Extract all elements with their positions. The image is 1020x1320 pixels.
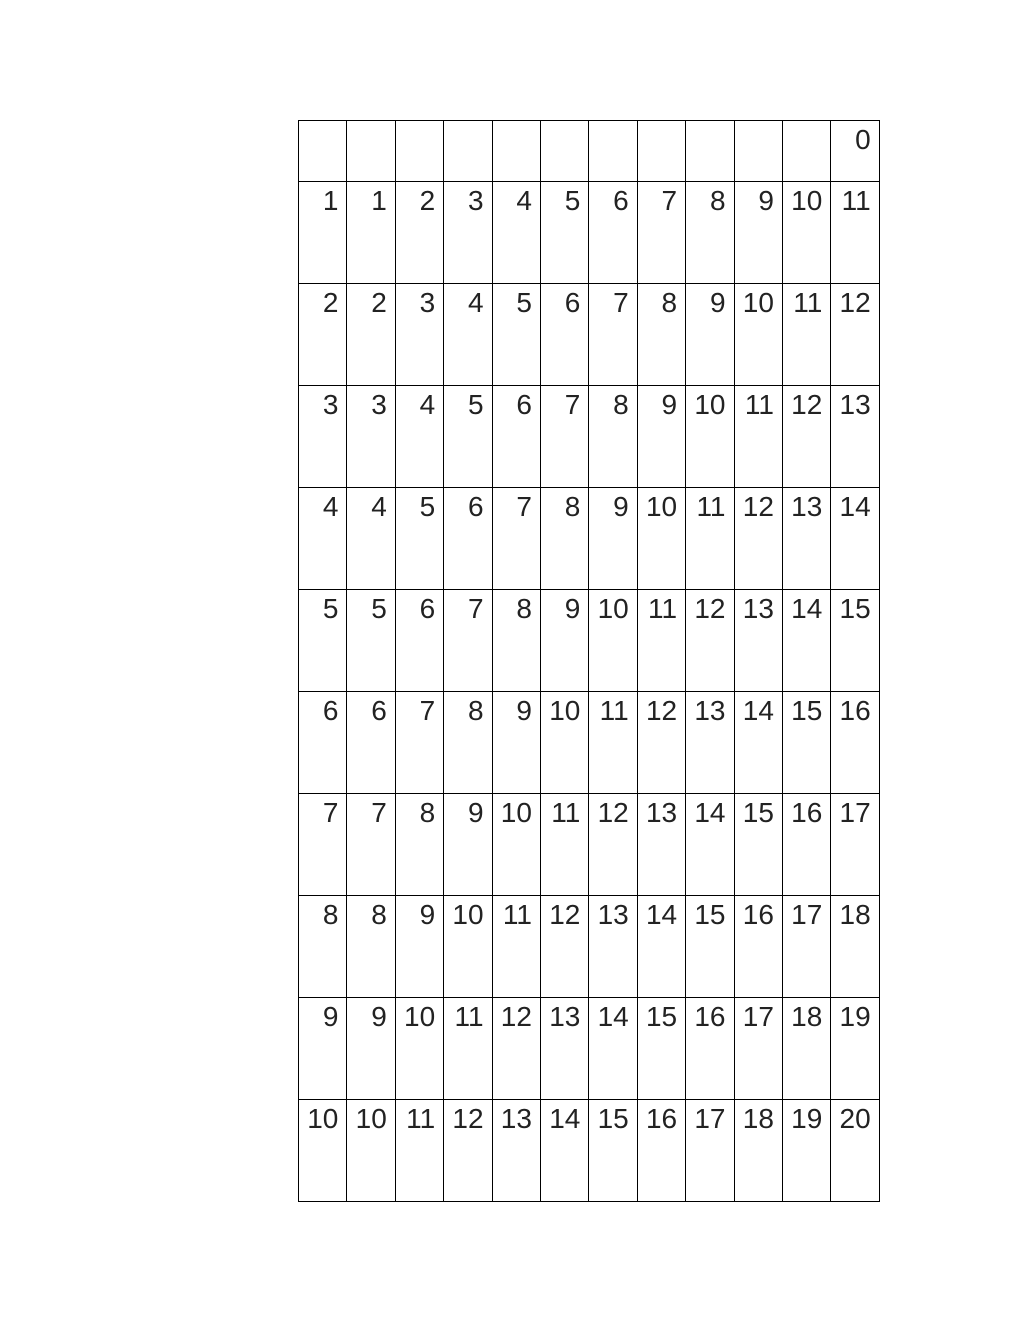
table-cell: [299, 998, 347, 1100]
table-cell-text: 13: [645, 797, 678, 828]
table-row: [299, 590, 880, 692]
table-cell: [444, 284, 492, 386]
table-cell: [734, 590, 782, 692]
table-cell-text: 7: [322, 797, 339, 828]
table-cell-text: 8: [322, 899, 339, 930]
table-cell: [686, 284, 734, 386]
table-cell: [395, 896, 443, 998]
table-cell-text: 6: [467, 491, 484, 522]
table-cell-text: 9: [516, 695, 532, 726]
table-cell-text: 12: [791, 389, 823, 420]
table-cell-text: 10: [355, 1103, 387, 1134]
header-cell: [782, 121, 830, 182]
table-cell-text: 11: [793, 287, 823, 318]
table-cell-text: 3: [322, 389, 339, 420]
table-cell: [347, 998, 395, 1100]
table-cell-text: 5: [322, 593, 339, 624]
table-cell: [734, 998, 782, 1100]
header-cell: [686, 121, 734, 182]
table-cell: [492, 386, 540, 488]
table-cell-text: 2: [419, 185, 436, 216]
table-cell-text: 3: [467, 185, 484, 216]
table-cell-text: 6: [564, 287, 581, 318]
table-cell: [589, 284, 637, 386]
table-cell: [734, 488, 782, 590]
table-cell-text: 11: [551, 797, 581, 828]
table-cell: [395, 488, 443, 590]
table-cell: [589, 794, 637, 896]
table-cell: [686, 794, 734, 896]
table-cell: [734, 386, 782, 488]
table-cell-text: 18: [791, 1001, 823, 1032]
table-cell-text: 10: [694, 389, 726, 420]
table-cell-text: 11: [744, 389, 774, 420]
table-cell-text: 8: [371, 899, 387, 930]
table-cell: [589, 896, 637, 998]
table-cell-text: 17: [839, 797, 871, 828]
table-cell: [637, 386, 685, 488]
table-cell-text: 12: [694, 593, 726, 624]
table-cell-text: 6: [371, 695, 387, 726]
table-cell: [686, 1100, 734, 1202]
table-cell: [395, 794, 443, 896]
table-cell-text: 6: [516, 389, 532, 420]
table-cell-text: 4: [419, 389, 436, 420]
table-cell-text: 13: [549, 1001, 581, 1032]
table-cell: [831, 488, 879, 590]
table-cell: [444, 590, 492, 692]
table-cell: [347, 488, 395, 590]
table-cell-text: 10: [404, 1001, 436, 1032]
table-cell: [734, 692, 782, 794]
table-cell: [347, 896, 395, 998]
table-cell: [492, 896, 540, 998]
table-cell-text: 10: [452, 899, 484, 930]
table-cell-text: 13: [500, 1103, 532, 1134]
table-cell: [831, 896, 879, 998]
table-cell-text: 5: [564, 185, 581, 216]
table-cell-text: 13: [791, 491, 823, 522]
table-cell: [782, 386, 830, 488]
table-cell-text: 9: [564, 593, 581, 624]
table-cell: [444, 998, 492, 1100]
header-cell: [347, 121, 395, 182]
table-cell: [782, 488, 830, 590]
table-row: [299, 692, 880, 794]
table-cell-text: 4: [516, 185, 532, 216]
table-cell-text: 11: [599, 695, 629, 726]
table-cell: [299, 284, 347, 386]
table-cell: [540, 386, 588, 488]
table-cell: [686, 590, 734, 692]
table-cell: [540, 794, 588, 896]
table-cell-text: 14: [694, 797, 726, 828]
table-cell-text: 7: [613, 287, 629, 318]
table-cell: [782, 896, 830, 998]
table-cell-text: 12: [645, 695, 678, 726]
table-cell: [395, 1100, 443, 1202]
table-cell: [637, 998, 685, 1100]
table-cell: [299, 692, 347, 794]
table-cell-text: 13: [597, 899, 629, 930]
table-cell-text: 12: [742, 491, 774, 522]
table-cell-text: 10: [549, 695, 581, 726]
table-cell: [540, 182, 588, 284]
table-cell: [492, 998, 540, 1100]
table-cell-text: 5: [419, 491, 436, 522]
table-cell-text: 18: [742, 1103, 774, 1134]
table-cell: [734, 182, 782, 284]
table-cell: [782, 182, 830, 284]
table-cell: [734, 1100, 782, 1202]
table-cell-text: 14: [839, 491, 871, 522]
table-cell-text: 11: [454, 1001, 484, 1032]
table-cell: [589, 692, 637, 794]
table-cell: [299, 896, 347, 998]
table-cell-text: 10: [307, 1103, 339, 1134]
table-cell-text: 14: [791, 593, 823, 624]
table-cell-text: 7: [564, 389, 581, 420]
table-cell: [395, 284, 443, 386]
table-cell: [395, 386, 443, 488]
table-cell: [492, 182, 540, 284]
table-cell: [637, 488, 685, 590]
table-cell: [734, 896, 782, 998]
table-cell: [637, 692, 685, 794]
table-cell: [492, 284, 540, 386]
table-cell: [492, 794, 540, 896]
table-cell: [299, 590, 347, 692]
table-cell: [492, 1100, 540, 1202]
table-cell-text: 13: [694, 695, 726, 726]
header-cell-text: 0: [855, 124, 871, 155]
table-row: [299, 794, 880, 896]
table-cell-text: 5: [371, 593, 387, 624]
table-cell-text: 17: [742, 1001, 774, 1032]
table-cell-text: 8: [467, 695, 484, 726]
table-cell: [540, 896, 588, 998]
table-cell-text: 16: [742, 899, 774, 930]
table-cell-text: 17: [694, 1103, 726, 1134]
table-cell-text: 9: [758, 185, 774, 216]
table-cell-text: 7: [467, 593, 484, 624]
table-cell: [395, 998, 443, 1100]
header-cell: [637, 121, 685, 182]
table-cell: [492, 590, 540, 692]
table-cell-text: 15: [694, 899, 726, 930]
table-cell: [347, 386, 395, 488]
table-cell-text: 7: [516, 491, 532, 522]
table-cell-text: 15: [839, 593, 871, 624]
table-header-row: [299, 121, 880, 182]
table-cell-text: 9: [661, 389, 678, 420]
table-cell-text: 10: [645, 491, 678, 522]
table-cell: [540, 590, 588, 692]
table-cell-text: 16: [694, 1001, 726, 1032]
table-cell: [734, 284, 782, 386]
table-cell: [831, 998, 879, 1100]
table-cell-text: 3: [371, 389, 387, 420]
table-cell-text: 11: [841, 185, 871, 216]
table-cell-text: 11: [696, 491, 726, 522]
table-cell-text: 14: [597, 1001, 629, 1032]
table-cell: [492, 488, 540, 590]
table-cell: [540, 488, 588, 590]
table-cell: [347, 794, 395, 896]
table-cell: [782, 1100, 830, 1202]
table-cell: [637, 896, 685, 998]
table-cell-text: 6: [613, 185, 629, 216]
table-cell: [347, 590, 395, 692]
table-cell-text: 15: [645, 1001, 678, 1032]
table-cell-text: 14: [549, 1103, 581, 1134]
table-cell-text: 19: [839, 1001, 871, 1032]
table-cell-text: 12: [452, 1103, 484, 1134]
table-cell-text: 5: [467, 389, 484, 420]
table-cell-text: 8: [613, 389, 629, 420]
table-row: [299, 284, 880, 386]
table-cell-text: 9: [613, 491, 629, 522]
table-cell: [395, 182, 443, 284]
table-cell-text: 4: [371, 491, 387, 522]
table-cell-text: 10: [742, 287, 774, 318]
table-cell-text: 9: [371, 1001, 387, 1032]
table-cell-text: 6: [322, 695, 339, 726]
header-cell: [540, 121, 588, 182]
table-cell: [444, 896, 492, 998]
table-cell: [686, 896, 734, 998]
table-cell: [637, 590, 685, 692]
table-cell: [347, 692, 395, 794]
table-cell-text: 3: [419, 287, 436, 318]
table-cell-text: 14: [742, 695, 774, 726]
table-cell: [395, 590, 443, 692]
header-cell: [589, 121, 637, 182]
table-cell: [347, 1100, 395, 1202]
table-row: [299, 386, 880, 488]
table-cell: [347, 182, 395, 284]
table-cell-text: 13: [839, 389, 871, 420]
table-cell: [444, 488, 492, 590]
table-cell: [782, 284, 830, 386]
table-cell-text: 12: [549, 899, 581, 930]
table-cell: [444, 794, 492, 896]
table-cell: [540, 998, 588, 1100]
table-cell: [540, 1100, 588, 1202]
table-cell: [782, 998, 830, 1100]
addition-table: [298, 120, 880, 1202]
table-cell: [589, 1100, 637, 1202]
table-cell-text: 7: [661, 185, 678, 216]
table-cell-text: 18: [839, 899, 871, 930]
table-cell-text: 4: [322, 491, 339, 522]
table-cell: [589, 998, 637, 1100]
table-cell: [686, 386, 734, 488]
table-cell: [782, 590, 830, 692]
table-cell-text: 11: [502, 899, 532, 930]
table-cell-text: 9: [467, 797, 484, 828]
table-cell: [347, 284, 395, 386]
table-cell: [831, 1100, 879, 1202]
table-cell: [831, 692, 879, 794]
header-cell: [492, 121, 540, 182]
table-cell: [831, 794, 879, 896]
table-cell: [782, 794, 830, 896]
table-cell-text: 13: [742, 593, 774, 624]
table-cell: [831, 284, 879, 386]
table-cell: [299, 488, 347, 590]
table-cell-text: 12: [597, 797, 629, 828]
table-row: [299, 1100, 880, 1202]
table-cell-text: 16: [839, 695, 871, 726]
header-cell: [395, 121, 443, 182]
table-cell-text: 19: [791, 1103, 823, 1134]
table-cell: [782, 692, 830, 794]
table-cell-text: 2: [322, 287, 339, 318]
table-cell: [589, 488, 637, 590]
table-cell-text: 12: [839, 287, 871, 318]
table-cell-text: 7: [371, 797, 387, 828]
table-cell-text: 6: [419, 593, 436, 624]
table-cell-text: 1: [322, 185, 339, 216]
table-cell-text: 11: [648, 593, 678, 624]
table-cell: [444, 692, 492, 794]
table-cell: [589, 590, 637, 692]
table-cell: [637, 284, 685, 386]
table-cell-text: 8: [564, 491, 581, 522]
table-cell-text: 8: [516, 593, 532, 624]
table-cell: [589, 182, 637, 284]
table-cell-text: 15: [742, 797, 774, 828]
table-cell-text: 8: [419, 797, 436, 828]
table-cell-text: 7: [419, 695, 436, 726]
table-cell-text: 17: [791, 899, 823, 930]
table-row: [299, 488, 880, 590]
table-cell: [686, 488, 734, 590]
header-cell: [734, 121, 782, 182]
table-cell: [686, 182, 734, 284]
table-cell: [831, 590, 879, 692]
table-cell-text: 16: [791, 797, 823, 828]
table-cell: [299, 794, 347, 896]
table-cell-text: 11: [406, 1103, 436, 1134]
header-cell: [299, 121, 347, 182]
table-cell-text: 16: [645, 1103, 678, 1134]
table-cell: [299, 182, 347, 284]
table-cell-text: 9: [709, 287, 726, 318]
table-cell-text: 8: [709, 185, 726, 216]
table-cell: [734, 794, 782, 896]
table-cell-text: 15: [791, 695, 823, 726]
table-cell: [299, 1100, 347, 1202]
table-cell: [299, 386, 347, 488]
table-cell-text: 2: [371, 287, 387, 318]
table-cell: [831, 182, 879, 284]
table-cell-text: 10: [791, 185, 823, 216]
table-cell: [686, 692, 734, 794]
table-cell: [589, 386, 637, 488]
table-cell-text: 9: [419, 899, 436, 930]
table-cell-text: 20: [839, 1103, 871, 1134]
table-cell: [444, 182, 492, 284]
table-cell: [540, 692, 588, 794]
addition-table-body: [299, 121, 880, 1202]
table-cell-text: 4: [467, 287, 484, 318]
table-cell-text: 10: [500, 797, 532, 828]
table-cell: [492, 692, 540, 794]
table-cell-text: 9: [322, 1001, 339, 1032]
table-cell: [395, 692, 443, 794]
table-row: [299, 998, 880, 1100]
table-cell-text: 8: [661, 287, 678, 318]
table-row: [299, 896, 880, 998]
table-cell-text: 14: [645, 899, 678, 930]
table-cell: [686, 998, 734, 1100]
table-cell-text: 10: [597, 593, 629, 624]
table-cell: [637, 1100, 685, 1202]
table-cell-text: 12: [500, 1001, 532, 1032]
table-cell: [444, 1100, 492, 1202]
table-cell-text: 5: [516, 287, 532, 318]
table-cell: [540, 284, 588, 386]
table-cell: [637, 182, 685, 284]
table-cell: [831, 386, 879, 488]
table-cell-text: 15: [597, 1103, 629, 1134]
table-cell-text: 1: [371, 185, 387, 216]
header-cell: [444, 121, 492, 182]
table-cell: [637, 794, 685, 896]
table-cell: [444, 386, 492, 488]
header-cell: [831, 121, 879, 182]
table-row: [299, 182, 880, 284]
